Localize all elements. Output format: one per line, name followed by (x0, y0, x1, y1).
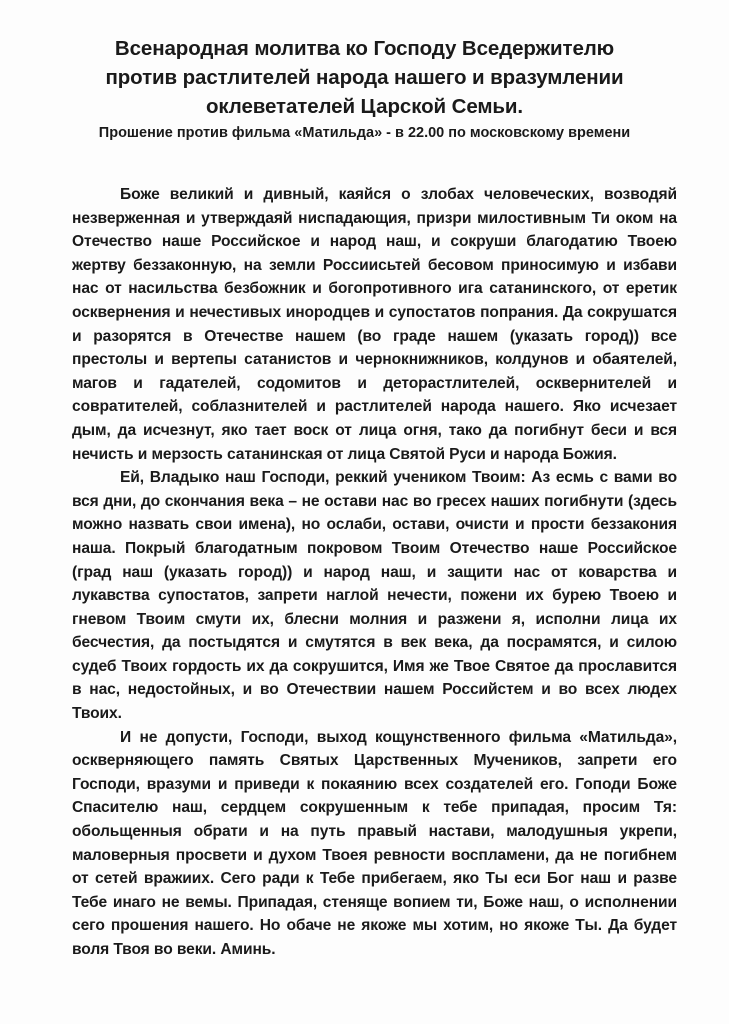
document-heading (40, 34, 689, 144)
paragraph-3: И не допусти, Господи, выход кощунственного фильма «Матильда», оскверняющего память Святых Царственных Мучеников, запрети его Господи, вразуми и приведи к покаянию всех создателей его. Гоподи Боже Спасителю наш, сердцем сокрушенным к тебе припадая, просим Тя: обольщенныя обрати и на путь правый настави, малодушныя укрепи, маловерныя просвети и духом Твоея ревности воспламени, да не погибнем от сетей вражиих. Сего ради к Тебе прибегаем, яко Ты еси Бог наш и разве Тебе инаго не вемы. Припадая, стеняще вопием ти, Боже наш, о исполнении сего прошения нашего. Но обаче не якоже мы хотим, но якоже Ты. Да будет воля Твоя во веки. Аминь. (72, 728, 677, 958)
title-line-2: против растлителей народа нашего и вразумлении (105, 66, 624, 89)
title-line-1: Всенародная молитва ко Господу Вседержителю (114, 37, 615, 60)
paragraph-1: Боже великий и дивный, каяйся о злобах человеческих, возводяй незверженная и утверждаяй ниспадающия, призри милостивным Ти оком на Отечество наше Российское и народ наш, и сокруши благодатию Твоею жертву беззаконную, на земли Россиисьтей бесовом приносимую и избави нас от насильства безбожник и богопротивного ига сатанинского, от еретик осквернения и нечестивых инородцев и супостатов попрания. Да сокрушатся и разорятся в Отечестве нашем (во граде нашем (указать город)) все престолы и вертепы сатанистов и чернокнижников, колдунов и обаятелей, магов и гадателей, содомитов и деторастлителей, осквернителей и совратителей, соблазнителей и растлителей народа нашего. Яко исчезает дым, да исчезнут, яко тает воск от лица огня, тако да погибнут беси и вся нечисть и мерзость сатанинская от лица Святой Руси и народа Божия. (72, 186, 677, 463)
prayer-body (72, 183, 677, 962)
document-subtitle: Прошение против фильма «Матильда» - в 22.00 по московскому времени (98, 125, 631, 141)
paragraph-2: Ей, Владыко наш Господи, реккий учеником Твоим: Аз есмь с вами во вся дни, до скончания века – не остави нас во гресех наших погибнути (здесь можно назвать свои имена), но ослаби, остави, очисти и прости беззакония наша. Покрый благодатным покровом Твоим Отечество наше Российское (град наш (указать город)) и народ наш, и защити нас от коварства и лукавства супостатов, запрети наглой нечести, пожени их бурею Твоею и гневом Твоим смути их, блесни молния и разжени я, исполни лица их бесчестия, да постыдятся и смутятся в век века, да посрамятся, и силою судеб Твоих гордость их да сокрушится, Имя же Твое Святое да прославится в нас, недостойных, и во Отечествии нашем Российстем и во всех людех Твоих. (72, 469, 677, 723)
title-line-3: оклеветателей Царской Семьи. (205, 95, 524, 118)
